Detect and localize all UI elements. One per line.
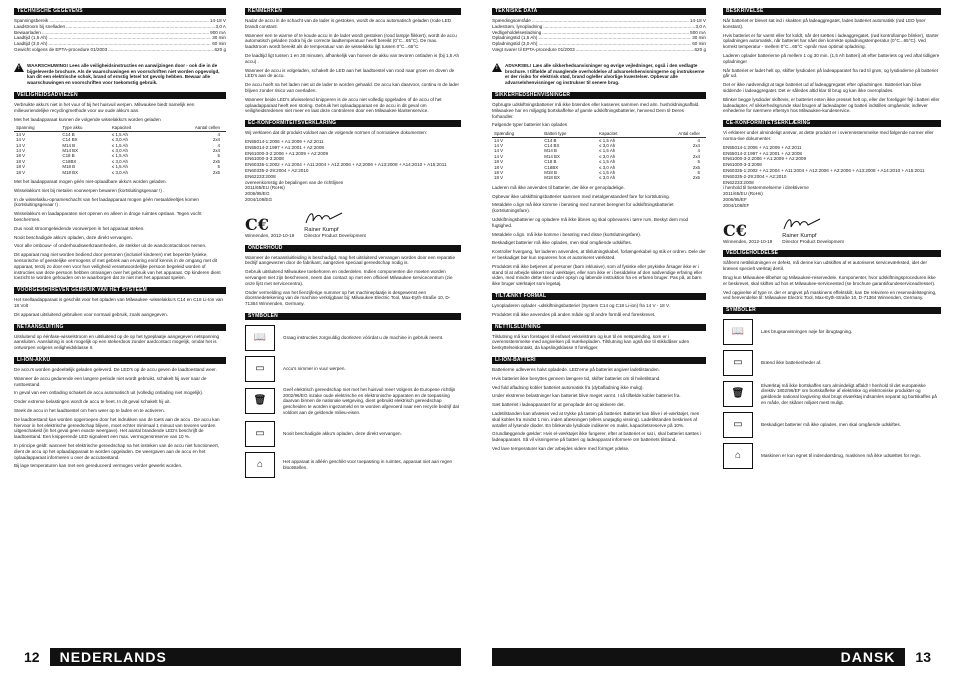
symbol-icon: 🗑: [723, 381, 753, 407]
paragraph: Onder extreme belastingen wordt de accu te heet. In dit geval schakelt hij uit.: [14, 399, 171, 405]
table-cell: C18 B: [544, 159, 557, 165]
paragraph: Steek de accu in het laadtoestel om hem weer op te laden en te activeren.: [14, 407, 165, 413]
table-cell: M18 BX: [62, 169, 79, 175]
table-cell: 4: [697, 148, 700, 154]
table-cell: 5: [217, 153, 220, 159]
paragraph: Wanneer de netaansluitleiding is beschadigd, mag het uitsluitend vervangen worden door een reparatie bedrijf aangewezen door de fabrikant, aangezien speciaal gereedschap nodig is.: [245, 254, 456, 266]
paragraph: Såfremt nettilslutningen er defekt, må denne kun udskiftes af et autoriseret serviceværksted, idet der kræves specielt værktøj dertil.: [723, 260, 928, 272]
da-battery-table: [492, 131, 706, 181]
da-tech-table: [492, 18, 706, 53]
nl-ce-name: Rainer Kumpf: [304, 226, 339, 233]
symbol-text: Graag instructies zorgvuldig doorlezen vóórdat u de machine in gebruik neemt.: [283, 334, 444, 340]
table-cell: M18 B: [544, 170, 557, 175]
signature-icon: [304, 209, 344, 227]
da-tech-title: TEKNISKE DATA: [492, 8, 706, 15]
warning-icon: [14, 63, 24, 72]
table-cell: 18 V: [494, 164, 504, 170]
da-sym-title: SYMBOLER: [723, 307, 941, 314]
symbol-text: Elværktøj må ikke bortskaffes som almindeligt affald! I henhold til det europæiske direktiv 1802/96/EF om bortskaffelse af elektriske og elektroniske produkter og gældende national lovgivning skal brugt elværktøj indsamles separat og bortskaffes på en måde, der skåner miljøet mest muligt.: [761, 382, 937, 405]
table-cell: 14 V: [16, 147, 26, 153]
table-cell: C18BX: [544, 164, 559, 170]
symbol-text: Læs brugsanvisningen nøje før ibrugtagning.: [761, 329, 853, 335]
table-cell: 14 V: [16, 137, 26, 143]
table-cell: 2x5: [692, 164, 700, 170]
table-cell: 2x4: [212, 147, 220, 153]
spec-value: 500 mA: [690, 29, 706, 35]
spec-label: Vedligeholdelsesladning: [492, 29, 542, 35]
spec-value: 30 min: [212, 35, 226, 41]
table-cell: 2x5: [212, 158, 220, 164]
table-cell: 2x5: [212, 169, 220, 175]
spec-label: Ladestrøm, lynopladning: [492, 23, 543, 29]
paragraph: Laderen må ikke anvendes til batterier, der ikke er genopladelige.: [492, 184, 625, 190]
table-cell: 14 V: [494, 153, 504, 159]
table-header-cell: Kapaciteit: [110, 125, 158, 131]
spec-value: 14-18 V: [209, 18, 226, 23]
spec-row: [492, 47, 706, 53]
paragraph: Produktet må ikke betjenes af personer (børn inklusive), som af fysiske eller psykiske årsager ikke er i stand til at arbejde sikkert med værktøjet, eller som ikke er i besiddelse af den nødvendige erfaring eller viden, med mindre dette sker under opsyn og løbende instruktion fra en erfaren bruger. Pas på, at børn ikke bruger værktøjet som legetøj.: [492, 263, 703, 287]
table-cell: 4: [217, 131, 220, 137]
spec-value: 3,0 A: [695, 23, 706, 29]
table-cell: ≤ 3,0 Ah: [111, 137, 128, 143]
paragraph: Gebruik uitsluitend Milwaukee toebehoren en onderdelen. Indien componenten die moeten worden vervangen niet zijn beschreven, neem dan contact op met een officieel Milwaukee servicecentrum (zie onze lijst met servicecentra).: [245, 269, 453, 286]
table-cell: M18 BX: [544, 175, 560, 181]
warning-icon: [492, 63, 502, 72]
table-cell: 18 V: [494, 175, 504, 181]
spec-leader-dots: [576, 47, 694, 53]
table-cell: C18BX: [62, 158, 77, 164]
paragraph: Når batteriet er blevet sat ind i skakten på ladeaggregatet, lades batteriet automatisk (rød LED lyser konstant).: [723, 18, 926, 29]
table-header-cell: Batteri type: [542, 131, 597, 137]
table-row: [492, 175, 706, 180]
symbol-row: [723, 319, 941, 345]
table-cell: ≤ 1,5 Ah: [599, 137, 616, 143]
symbol-row: [245, 325, 461, 351]
paragraph: Under ekstreme belastninger kan batteriet blive meget varmt. I så tilfælde kobler batteriet fra.: [492, 393, 681, 399]
paragraph: Kontroller hvergang, før laderen anvendes, at tilslutningskabel, forlængerkabel og stik er ordren. Dele der er beskadiget bør kun repareres hos et autoriseret værksted.: [492, 249, 706, 260]
table-cell: 14 V: [16, 131, 26, 137]
standard-line: EN61000-3-3:2008: [245, 156, 284, 162]
table-header-cell: Kapacitet: [597, 131, 644, 137]
standard-line: EN55014-2:1997 + A1:2001 + A2:2008: [723, 150, 802, 156]
table-header-cell: Spanning: [14, 125, 60, 131]
paragraph: Wanneer beide LED's afwisselend knipperen is de accu niet volledig opgeladen of de accu of het oplaadapparaat heeft een storing. Gebruik het oplaadapparaat en de accu in dit geval om veiligheidsredenen niet meer en laat deze controleren door een Milwaukee klantenservice.: [245, 96, 442, 114]
table-cell: ≤ 1,5 Ah: [111, 153, 128, 159]
da-safety-p1: Opbrugte udskiftningsbatterier må ikke brændes eller kasseres sammen med alm. husholdningsaffald. Milwaukee har en miljøgtig bortskaffelse af gamle udskiftningsbatterier, henvend Dem til Deres forhandler.: [492, 101, 700, 119]
standard-line: 2004/108/EG: [245, 196, 273, 202]
standard-line: 2004/108/EF: [723, 202, 750, 208]
nl-usage-p1: Het snellaadapparaat is geschikt voor het opladen van Milwaukee -wisselakku's C14 en C18 Li-Ion van 18 Volt: [14, 297, 223, 308]
table-cell: ≤ 3,0 Ah: [111, 169, 128, 175]
paragraph: Ved fuld afladning kobler batteriet automatisk fra (dybafladning ikke mulig).: [492, 384, 644, 390]
spec-label: Spanningsbereik: [14, 18, 49, 23]
table-cell: C18 B: [62, 153, 75, 159]
paragraph: Dus nooit stroomgeleidende voorwerpen in het apparaat steken.: [14, 225, 145, 231]
paragraph: Wanneer een te warme of te koude accu in de lader wordt gestoken (rood lampje flikkert), wordt de accu automatisch geladen zodra hij de correcte laadtemperatuur heeft bereikt (0°C...65°C). De max. laadstroom wordt bereikt als de temperatuur van de wisselakku ligt tussen 0°C...65°C: [245, 32, 457, 50]
nl-column-1: [14, 8, 226, 472]
spec-value: 60 min: [212, 41, 226, 47]
paragraph: Voor alle ombouw- of onderhoudswerkzaamheden, de stekker uit de wandcontactdoos nemen.: [14, 243, 207, 249]
da-misc-title: BESKRIVELSE: [723, 8, 941, 15]
table-cell: ≤ 1,5 Ah: [599, 148, 616, 154]
table-cell: 18 V: [16, 153, 26, 159]
table-cell: 14 V: [494, 148, 504, 154]
da-symbols: [723, 319, 941, 469]
table-cell: ≤ 3,0 Ah: [599, 153, 616, 159]
da-safety-title: SIKKERHEDSHENVISNINGER: [492, 92, 706, 99]
table-header-cell: Type akku: [60, 125, 109, 131]
symbol-text: Geef elektrisch gereedschap niet met het huisvuil mee! Volgens de Europese richtlijn 2002/96/EG inzake oude elektrische en elektronische apparaten en de toepassing daarvan binnen de nationale wetgeving, dient gebruikt elektrisch gereedschap gescheiden te worden ingezameld en te worden afgevoerd naar een recycle bedrijf dat voldoet aan de geldende milieu-eisen.: [283, 386, 459, 416]
da-battery-table-body: [492, 137, 706, 181]
paragraph: Wisselakku's en laadapparaten niet openen en alleen in droge ruimtes opslaan. Tegen vocht beschermen.: [14, 211, 202, 222]
da-footer: [492, 648, 941, 666]
table-row: [14, 170, 226, 175]
da-mains-title: NETTILSLUTNING: [492, 324, 706, 331]
da-usage-title: TILTÆNKT FORMÅL: [492, 293, 706, 300]
paragraph: In principe geldt: wanneer het elektrische gereedschap na het insteken van de accu niet functioneert, dient de accu op het oplaadapparaat te worden opgeladen. De weergaven aan de accu en het oplaadapparaat informeren u over de accutoestand.: [14, 442, 220, 460]
table-cell: 5: [697, 159, 700, 165]
paragraph: De laadtoestand kan worden opgeroepen door het indrukken van de toets aan de accu . De accu kan hiervoor in het elektrische gereedschap blijven, moet echter minimaal 1 minuut van tevoren worden uitgeschakeld (in het geval geen exacte weergave). Het aantal brandende LED's beschrijft de laadtoestand. Een knipperende LED signaleert een max. vermogensreserve van 10 %.: [14, 416, 220, 440]
table-cell: 18 V: [16, 164, 26, 170]
paragraph: De accu's worden gedeeltelijk geladen geleverd. De LED's op de accu geven de laadtoestand weer.: [14, 366, 217, 372]
symbol-text: Nooit beschadigde akku's opladen, deze direkt vervangen.: [283, 430, 402, 436]
table-header-cell: Spænding: [492, 131, 542, 137]
standard-line: EN62233:2008: [245, 173, 276, 179]
paragraph: Blinker begge lysdioder skiftevis, er batteriet enten ikke presset helt op, eller der foreligger fejl i batteri eller ladeadapter. Af sikkerhedsgrunde skal brugen af ladeadapter og batteri indstilles omgående; indlever enhederne for nærmere eftersyn hos Milwaukee-kundeservice.: [723, 96, 940, 114]
standard-line: EN55014-2:1997 + A1:2001 + A2:2008: [245, 144, 324, 150]
nl-tech-table: [14, 18, 226, 53]
table-cell: M14 BX: [544, 153, 560, 159]
paragraph: Onder vermelding van het fienzijferige nummer op het machineplaatje is desgewenst een doorsnedetekening van de machine verkrijgbaar bij: Milwaukee Electric Tool, Max-Eyth-Straße 10, D-71364 Winnenden, Germany.: [245, 289, 451, 307]
spec-label: Gewicht volgens de EPTA-procedure 01/2003: [14, 46, 108, 52]
ce-mark-icon: C€: [245, 214, 269, 234]
table-cell: 18 V: [16, 169, 26, 175]
table-cell: C14 BX: [62, 137, 78, 143]
paragraph: Bij lage temperaturen kan met een gereduceerd vermogen verder gewerkt worden.: [14, 463, 183, 469]
table-cell: C14 BX: [544, 142, 560, 148]
table-header-cell: Antal celler: [644, 131, 706, 137]
da-liion-title: LI-ION-BATTERI: [492, 357, 706, 364]
standard-line: EN62233:2008: [723, 179, 754, 185]
paragraph: De accu hoeft na het laden niet uit de lader te worden gehaald. De accu kan daarvoor, continu in de lader blijven zonder risico van overladen.: [245, 82, 460, 93]
paragraph: De laadtijd ligt tussen 1 en 30 minuten, afhankelijk van hoever de akku van tevoren ontladen is (bij 1,5 Ah accu) .: [245, 52, 459, 64]
da-warning: [492, 63, 706, 86]
table-cell: ≤ 3,0 Ah: [599, 142, 616, 148]
paragraph: Ved opgivelse af type nr. der er angivet på maskinens effektskilt, kan De rekvirere en reservedelstegning, ved henvendelse til: Milwaukee Electric Tool, Max-Eyth-Straße 10, D-71364 Winnenden, Germany.: [723, 289, 937, 301]
spec-value: 60 min: [692, 41, 706, 47]
paragraph: Wanneer de accu is volgeladen, schakelt de LED aan het laadtoestel van rood naar groen en doven de LED's aan de accu.: [245, 67, 455, 79]
spec-row: [14, 47, 226, 53]
spec-value: 620 g: [694, 46, 706, 52]
da-ce-intro: Vi erklærer under almindeligt ansvar, at dette produkt er i overensstemmelse med følgende normer eller norma-tive dokumenter.: [723, 130, 934, 141]
da-column-1: [492, 8, 706, 455]
spec-value: 30 min: [692, 35, 706, 41]
paragraph: Nooit beschadigde akku's opladen, deze direkt vervangen.: [14, 234, 133, 240]
symbol-icon: 🗑: [245, 388, 275, 414]
ce-mark-icon: C€: [723, 220, 747, 240]
da-maint-title: VEDLIGEHOLDELSE: [723, 250, 941, 257]
symbol-icon: ⌂: [723, 443, 753, 469]
table-cell: 18 V: [16, 158, 26, 164]
symbol-icon: ▭: [245, 421, 275, 447]
spec-label: Laadtijd (3,0 Ah): [14, 41, 48, 47]
nl-liion-paras: [14, 367, 226, 469]
table-cell: M14 B: [544, 148, 557, 154]
table-cell: 5: [217, 164, 220, 170]
table-cell: ≤ 3,0 Ah: [599, 164, 616, 170]
signature-icon: [782, 215, 822, 233]
paragraph: Batterierne udleveres halvt opladede. LED'erne på batteriet angiver ladetilstanden.: [492, 366, 660, 372]
da-misc-paras: [723, 18, 941, 114]
table-header-cell: Aantal cellen: [158, 125, 226, 131]
spec-label: Spændingsområde: [492, 18, 531, 23]
symbol-icon: ▭: [723, 350, 753, 376]
symbol-row: [723, 443, 941, 469]
paragraph: Laderen oplader batterierne på mellem 1 og 30 min. (1,5 Ah batteri) alt efter batteriets og ved aftal tidligere opladninger: [723, 52, 940, 64]
da-mains-p1: Tilslutning må kun foretages til enfaset vekselstrøm og kun til en netspænding, som er i overensstemmelse med angivelsen på mærkepladen. Tilslutning kan også ske til stikkdåser uden beskyttelseskontakt, da kapslingsklasse II foreligger.: [492, 333, 690, 351]
table-cell: 4: [217, 142, 220, 148]
nl-ce-lines: [245, 139, 461, 203]
symbol-row: [245, 356, 461, 382]
nl-battery-table-body: [14, 131, 226, 175]
nl-misc-paras: [245, 18, 461, 114]
symbol-text: Beskadiget batterier må ikke oplades, men skal omgående udskiftes.: [761, 422, 901, 428]
paragraph: Met het laadapparaat mogen géén niet-oplaadbare akku's worden geladen.: [14, 179, 167, 185]
table-cell: M14 BX: [62, 147, 79, 153]
standard-line: 2011/65/EU (RoHs): [723, 191, 763, 197]
da-liion-paras: [492, 367, 706, 452]
paragraph: Når batteriet er ladet helt op, skifter lysdioden på ladeapparatet fra rød til grøn, og lysdioderne på batteriet går ud.: [723, 67, 939, 79]
table-cell: 2x4: [692, 153, 700, 159]
standard-line: overeenkomstig de bepalingen van de richtlijnen: [245, 179, 344, 185]
symbol-text: Accu's nimmer in vuur werpen.: [283, 365, 346, 371]
table-cell: ≤ 1,5 Ah: [111, 164, 128, 170]
standard-line: EN60335-1:2002 + A1:2004 + A11:2004 + A12:2006 + A2:2006 + A13:2008 + A14:2010 + A15:2011: [245, 162, 447, 168]
spec-label: Laadtijd (1,5 Ah): [14, 35, 48, 41]
symbol-text: Maskinen er kun egnet til indendørsbrug, maskinen må ikke udsættes for regn.: [761, 453, 921, 459]
table-cell: M18 B: [62, 164, 76, 170]
paragraph: Ladetilstanden kan afvæses ved at trykke på tasten på batteriet. Batteriet kan blive i el-værktøjet, men skal kobles fra mindst 1 min. inden afæsningen (ellers unøjagtig visning). Ladetilstanden beskrives af antallet af lysende dioder. En blinkende lysdiode indikerer en maks. kapacitetsreserve på 10%.: [492, 410, 700, 428]
spec-value: 620 g: [214, 46, 226, 52]
nl-ce-role: Director Product Development: [304, 232, 366, 238]
symbol-row: [723, 412, 941, 438]
nl-usage-title: VOORGESCHREVEN GEBRUIK VAN HET SYSTEEM: [14, 287, 226, 294]
paragraph: In geval van een ontlading schakelt de accu automatisch uit (volledig ontlading niet mogelijk).: [14, 390, 204, 396]
da-ce-lines: [723, 145, 941, 209]
da-column-2: [723, 8, 941, 474]
da-language-label: DANSK: [840, 649, 896, 665]
paragraph: In de wisselakku-opnameschacht van het laadapparaat mogen géén metaaldeeltjes komen (kortsluitingsgevaar !) .: [14, 196, 199, 208]
standard-line: EN60335-1:2002 + A1:2004 + A11:2004 + A12:2006 + A2:2006 + A13:2008 + A14:2010 + A15:2011: [723, 167, 925, 173]
nl-footer: [14, 648, 461, 666]
table-cell: ≤ 1,5 Ah: [599, 170, 616, 175]
spec-leader-dots: [108, 47, 213, 53]
nl-symbols: [245, 325, 461, 478]
symbol-icon: ⌂: [245, 452, 275, 478]
table-cell: ≤ 3,0 Ah: [599, 175, 616, 181]
nl-maint-title: ONDERHOUD: [245, 245, 461, 252]
symbol-row: [723, 381, 941, 407]
nl-safety-rest: [14, 179, 226, 281]
symbol-row: [245, 452, 461, 478]
paragraph: Metaldele o.lign må ikke komme i berøring med rummet beregnet for udskiftningsbatteriet (kortslutningsfare).: [492, 202, 674, 214]
paragraph: Opbevar ikke udskiftningsbatterier sammen med metalgenstandesf fare for kortslutning.: [492, 193, 670, 199]
nl-page-number: 12: [14, 648, 50, 666]
nl-column-2: [245, 8, 461, 483]
table-cell: C14 B: [544, 137, 557, 143]
paragraph: Brug kun Milwaukee-tilbehør og Milwaukee-reservedele. Komponenter, hvor udskiftningsproceduren ikke er beskrevet, skal skiftes ud hos et Milwaukee-serviceested (se brochure garanti/kundeserviceadresser).: [723, 274, 936, 286]
table-cell: 2x4: [212, 137, 220, 143]
spec-label: Laadstroom bij snelladen: [14, 23, 66, 29]
standard-line: EN60335-2-29:2004 + A2:2010: [245, 167, 309, 173]
table-cell: 18 V: [494, 170, 504, 175]
nl-maint-paras: [245, 255, 461, 307]
standard-line: EN60335-2-29:2004 + A2:2010: [723, 173, 787, 179]
symbol-icon: ▭: [723, 412, 753, 438]
spec-label: Opladningstid (1,5 Ah): [492, 35, 538, 41]
table-cell: 18 V: [494, 159, 504, 165]
table-cell: 2x4: [692, 142, 700, 148]
nl-safety-title: VEILIGHEIDSADVIEZEN: [14, 92, 226, 99]
symbol-text: Het apparaat is alléén geschikt voor toepassing in ruimtes, apparaat niet aan regen blootstellen.: [283, 459, 453, 470]
paragraph: Beskadiget batterier må ikke oplades, men skal omgående udskiftes.: [492, 240, 632, 246]
nl-language-label: NEDERLANDS: [59, 649, 167, 665]
paragraph: Hvis batteriet ikke benyttes gennem længere tid, skifter batteriet om til hviletilstand.: [492, 375, 661, 381]
symbol-icon: ▭: [245, 356, 275, 382]
symbol-icon: 📖: [723, 319, 753, 345]
nl-warning: [14, 63, 226, 86]
da-maint-paras: [723, 260, 941, 301]
standard-line: 2006/95/EG: [245, 191, 270, 197]
paragraph: Dit apparaat mag niet worden bediend door personen (inclusief kinderen) met beperkte fysieke, sensorische of geestelijke vermogens of met gebrek aan ervaring en/of kennis in de omgang met dit apparaat, tenzij zo door een voor hun veiligheid verantwoordelijke persoon begeleid worden of instructies van deze persoon hebben ontvangen over het gebruik van het apparaat. Op kinderen dient toezicht te worden gehouden om te waarborgen dat ze niet met het apparaat spelen.: [14, 252, 221, 281]
spec-value: 3,0 A: [215, 23, 226, 29]
da-safety-rest: [492, 185, 706, 287]
da-ce-role: Director Product Development: [782, 238, 844, 244]
da-ce-title: CE-KONFORMITETSERKLÆRING: [723, 120, 941, 127]
table-cell: ≤ 3,0 Ah: [111, 158, 128, 164]
paragraph: Grundlæggende gælder: Hvis el-værktøjet ikke fungerer, efter at batteriet er sat i, skal batteriet sættes i ladeapparatet. Så vil visningerne på batteri og ladeapparat informere om batteriets tilstand.: [492, 431, 702, 443]
table-cell: 14 V: [494, 142, 504, 148]
standard-line: 2011/65/EU (RoHs): [245, 185, 285, 191]
table-cell: 5: [697, 170, 700, 175]
symbol-row: [245, 387, 461, 416]
nl-conformity-block: [245, 209, 461, 239]
standard-line: EN61000-3-2:2006 + A1:2009 + A2:2009: [723, 156, 807, 162]
da-usage-p2: Produktet må ikke anvendes på anden måde og til andre formål end foreskrevet.: [492, 311, 656, 317]
table-cell: M14 B: [62, 142, 76, 148]
da-ce-name: Rainer Kumpf: [782, 232, 817, 239]
da-ce-left: [723, 220, 773, 245]
nl-mains-title: NETAANSLUITING: [14, 324, 226, 331]
da-ce-place: Winnenden, 2012-10-19: [723, 238, 773, 244]
da-warning-text: ADVARSEL! Læs alle sikkerhedsanvisninger og øvrige vejledninger, også i den vedlagte brochure. I tilfælde af manglende overholdelse af advarselshenvisningerne og instrukserne er der risiko for elektrisk stød, brand og/eller alvorlige kvæstelser. Opbevar alle advarselshenvisninger og instrukser til senere brug.: [505, 62, 705, 86]
table-cell: ≤ 1,5 Ah: [111, 142, 128, 148]
nl-safety-p2: Met het laadapparaat kunnen de volgende wisselakku's worden geladen: [14, 116, 161, 122]
da-usage-p1: Lynopladeren oplader -udskiftningsbatterier (System C14 og C18 Li-ion) fra 14 V - 18 V.: [492, 302, 670, 308]
symbol-row: [723, 350, 941, 376]
table-cell: 14 V: [494, 137, 504, 143]
table-cell: ≤ 3,0 Ah: [111, 147, 128, 153]
table-cell: ≤ 1,5 Ah: [599, 159, 616, 165]
paragraph: Ved lave temperaturer kan der arbejdes videre med formget ydelse.: [492, 445, 630, 451]
symbol-row: [245, 421, 461, 447]
paragraph: Nadat de accu in de schacht van de lader is gestoken, wordt de accu automatisch geladen (rode LED brandt constant.: [245, 18, 452, 29]
table-cell: 14 V: [16, 142, 26, 148]
standard-line: EN55014-1:2006 + A1:2009 + A2:2011: [723, 144, 802, 150]
spec-label: Opladningstid (3,0 Ah): [492, 41, 538, 47]
nl-ce-title: EC-KONFORMITEITSVERKLARING: [245, 120, 461, 127]
nl-signature-block: [304, 209, 366, 239]
nl-liion-title: LI-ION-AKKU: [14, 357, 226, 364]
da-page-number: 13: [905, 648, 941, 666]
nl-usage-p2: Dit apparaat uitsluitend gebruiken voor normaal gebruik, zoals aangegeven.: [14, 311, 168, 317]
paragraph: Metaldele o.lign. må ikke komme i berøring med disse (kortslutningsfare).: [492, 231, 642, 237]
spec-value: 14-18 V: [689, 18, 706, 23]
spec-value: 900 mA: [210, 29, 226, 35]
paragraph: Det er ikke nødvendigt at tage batteriet ud af ladeaggregatet efter opladningen. Batteriet kan blive siddende i ladeaggregatet. Det er således altid klar til brug og kan ikke overoplades.: [723, 82, 922, 93]
standard-line: EN61000-3-3:2008: [723, 162, 762, 168]
table-cell: ≤ 1,5 Ah: [111, 131, 128, 137]
da-signature-block: [782, 215, 844, 245]
da-conformity-block: [723, 215, 941, 245]
nl-battery-table: [14, 125, 226, 175]
standard-line: EN55014-1:2006 + A1:2009 + A2:2011: [245, 138, 324, 144]
nl-safety-p1: Verbruikte akku's niet in het vuur of bij het huisvuil werpen. Milwaukee biedt namelijk een milieuvriendelijke recyclingmethode voor uw oude akku's aan.: [14, 101, 195, 113]
paragraph: Wanneer de accu gedurende een langere periode niet wordt gebruikt, schakelt hij over naar de rusttoestand.: [14, 375, 207, 387]
table-cell: 2x5: [692, 175, 700, 181]
nl-tech-title: TECHNISCHE GEGEVENS: [14, 8, 226, 15]
table-cell: C14 B: [62, 131, 75, 137]
nl-ce-place: Winnenden, 2012-10-19: [245, 232, 295, 238]
symbol-icon: 📖: [245, 325, 275, 351]
standard-line: i henhold til bestemmelserne i direktiverne: [723, 185, 809, 191]
paragraph: Sæt batteriet i ladeapparatet for at genoplade det og aktivere det.: [492, 402, 625, 408]
paragraph: Hvis batteriet er for varmt eller for koldt, når det sættes i ladeaggregatet, (rød kontrollampe blinker), starter opladningen automatisk, når batteriet har nået den korrekte opladningstemperatur (0°C...65°C). Ved korrekt temperatur - mellem 0°C...65°C -opnår man optimal opladning.: [723, 32, 939, 50]
spec-label: Bewaarladen: [14, 29, 41, 35]
nl-sym-title: SYMBOLEN: [245, 313, 461, 320]
paragraph: Udskiftningsbatterier og opladere må ikke åbnes og skal opbevares i tørre rum. Beskyt dem mod fugtighed.: [492, 217, 689, 228]
da-safety-p2: Følgende typer batterier kan oplades: [492, 122, 568, 128]
nl-ce-intro: Wij verklaren dat dit produkt voldoet aan de volgende normen of normatieve dokumenten:: [245, 130, 428, 136]
symbol-text: Brænd ikke batterienheder af.: [761, 360, 822, 366]
paragraph: Wisselakku's niet bij metalen voorwerpen bewaren (kortsluitingsgevaar !) .: [14, 187, 165, 193]
nl-warning-text: WAARSCHUWING! Lees alle veiligheidsinstructies en aanwijzingen door - ook die in de bijgeleverde brochure. Als de waarschuwingen en voorschriften niet worden opgevolgd, kan dit een elektrische schok, brand of ernstig letsel tot gevolg hebben. Bewaar alle waarschuwingen en voorschriften voor toekomstig gebruik.: [27, 62, 220, 86]
standard-line: EN61000-3-2:2006 + A1:2009 + A2:2009: [245, 150, 329, 156]
spec-label: Vægt svarer til EPTA-procedure 01/2003: [492, 46, 575, 52]
nl-misc-title: KENMERKEN: [245, 8, 461, 15]
nl-ce-left: [245, 214, 295, 239]
nl-mains-p1: Uitsluitend op éénfase-wisselstroom en uitsluitend op de op het typeplaatje aangegeven netspanning aansluiten. Aansluiting is ook mogelijk op een stekerdoos zonder aardcontact mogelijk, omdat het is ontworpen volgens veiligheidsklasse II.: [14, 333, 220, 351]
standard-line: 2006/95/EF: [723, 196, 747, 202]
table-cell: 4: [697, 137, 700, 143]
